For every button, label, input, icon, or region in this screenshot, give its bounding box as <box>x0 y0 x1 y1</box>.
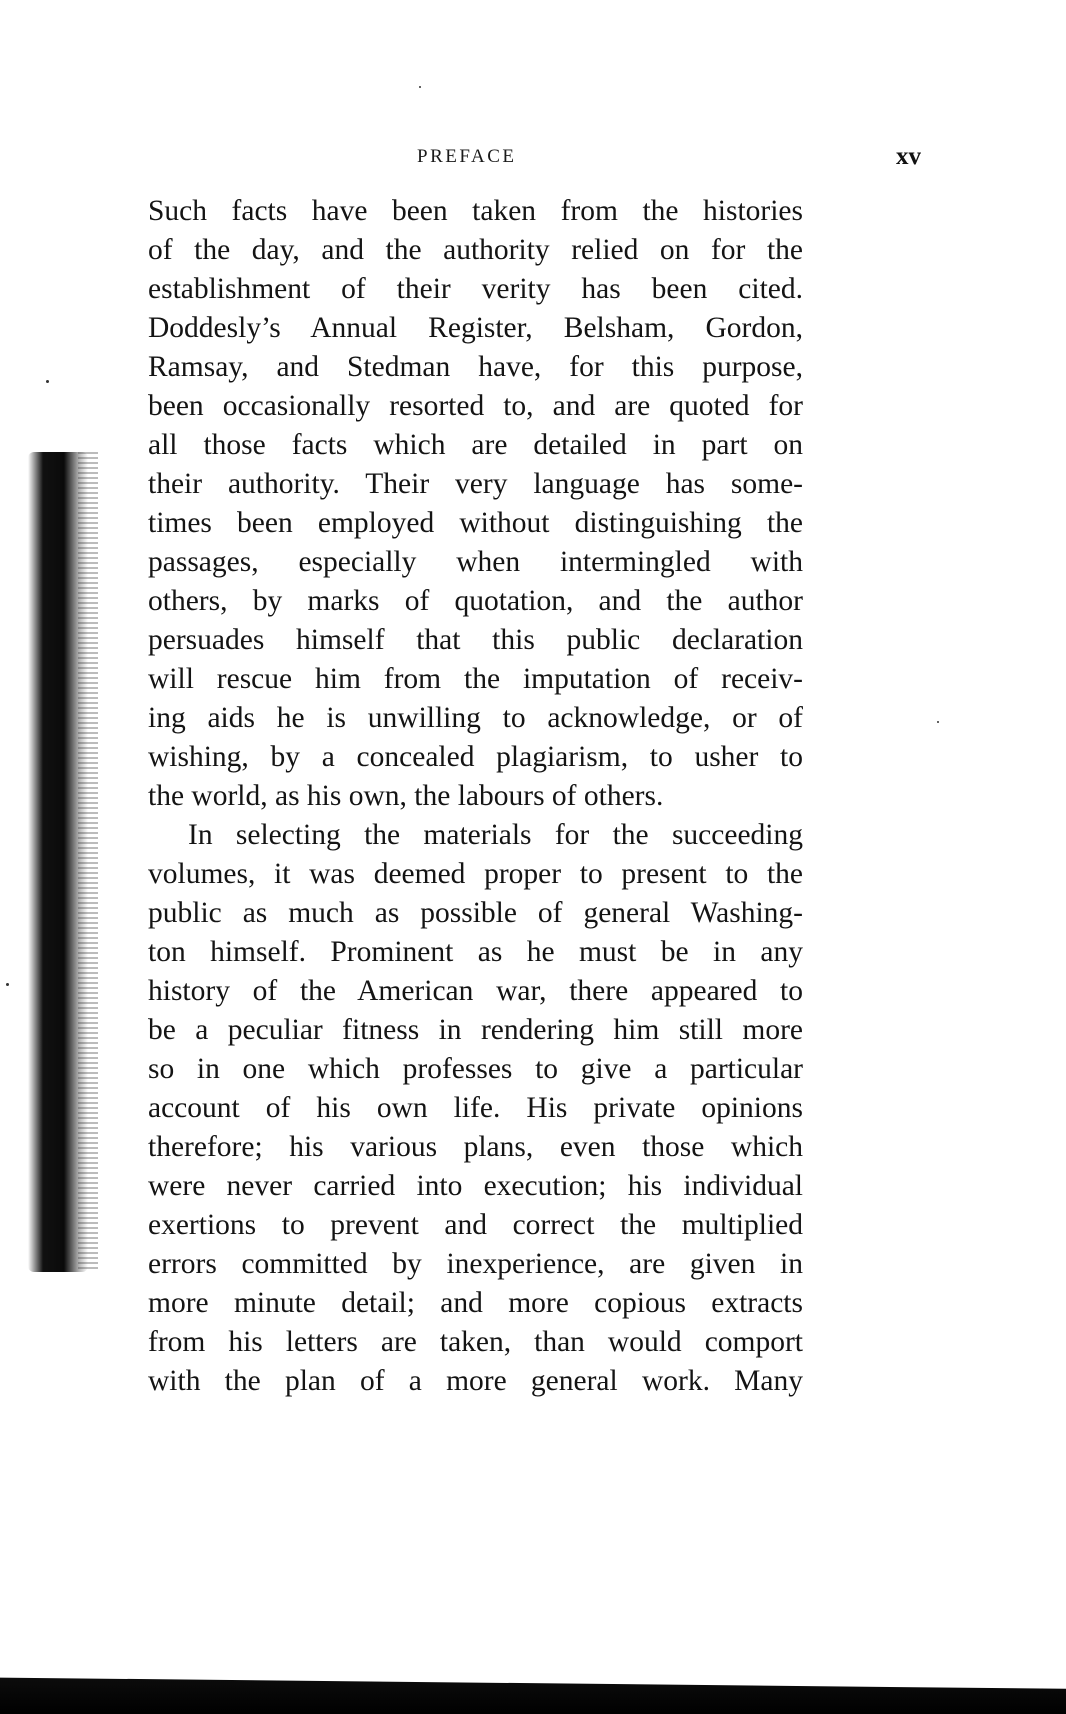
text-line: will rescue him from the imputation of receiv- <box>148 663 803 695</box>
text-line: of the day, and the authority relied on for the <box>148 234 803 266</box>
text-line: Such facts have been taken from the histories <box>148 195 803 227</box>
text-line: from his letters are taken, than would comport <box>148 1326 803 1358</box>
text-line: all those facts which are detailed in part on <box>148 429 803 461</box>
text-line: errors committed by inexperience, are given in <box>148 1248 803 1280</box>
text-line: passages, especially when intermingled with <box>148 546 803 578</box>
text-line: ton himself. Prominent as he must be in any <box>148 936 803 968</box>
dust-speck <box>419 86 421 88</box>
text-line: their authority. Their very language has some- <box>148 468 803 500</box>
page-number: xv <box>896 143 921 170</box>
text-line: others, by marks of quotation, and the author <box>148 585 803 617</box>
text-line: public as much as possible of general Washing- <box>148 897 803 929</box>
text-line: been occasionally resorted to, and are quoted for <box>148 390 803 422</box>
text-line: history of the American war, there appeared to <box>148 975 803 1007</box>
text-line: be a peculiar fitness in rendering him still more <box>148 1014 803 1046</box>
text-line: Doddesly’s Annual Register, Belsham, Gordon, <box>148 312 803 344</box>
text-line: more minute detail; and more copious extracts <box>148 1287 803 1319</box>
text-line: were never carried into execution; his individual <box>148 1170 803 1202</box>
paragraph-end-line: the world, as his own, the labours of others. <box>148 780 664 812</box>
dust-speck <box>937 721 939 723</box>
text-line: therefore; his various plans, even those which <box>148 1131 803 1163</box>
text-line: establishment of their verity has been cited. <box>148 273 803 305</box>
text-line: wishing, by a concealed plagiarism, to usher to <box>148 741 803 773</box>
text-line: persuades himself that this public declaration <box>148 624 803 656</box>
running-title: PREFACE <box>417 146 517 167</box>
dust-speck <box>46 380 49 383</box>
body-text <box>148 192 803 1401</box>
text-line: volumes, it was deemed proper to present to the <box>148 858 803 890</box>
text-line: ing aids he is unwilling to acknowledge, or of <box>148 702 803 734</box>
text-line: times been employed without distinguishing the <box>148 507 803 539</box>
text-line: Ramsay, and Stedman have, for this purpose, <box>148 351 803 383</box>
text-line: with the plan of a more general work. Many <box>148 1365 803 1397</box>
page-edge-texture <box>78 452 98 1272</box>
text-line: so in one which professes to give a particular <box>148 1053 803 1085</box>
dust-speck <box>6 983 9 986</box>
running-head <box>0 143 1066 176</box>
text-line: exertions to prevent and correct the multiplied <box>148 1209 803 1241</box>
scan-bottom-edge <box>0 1658 1066 1714</box>
paragraph-start-line: In selecting the materials for the succeeding <box>188 819 803 851</box>
text-line: account of his own life. His private opinions <box>148 1092 803 1124</box>
